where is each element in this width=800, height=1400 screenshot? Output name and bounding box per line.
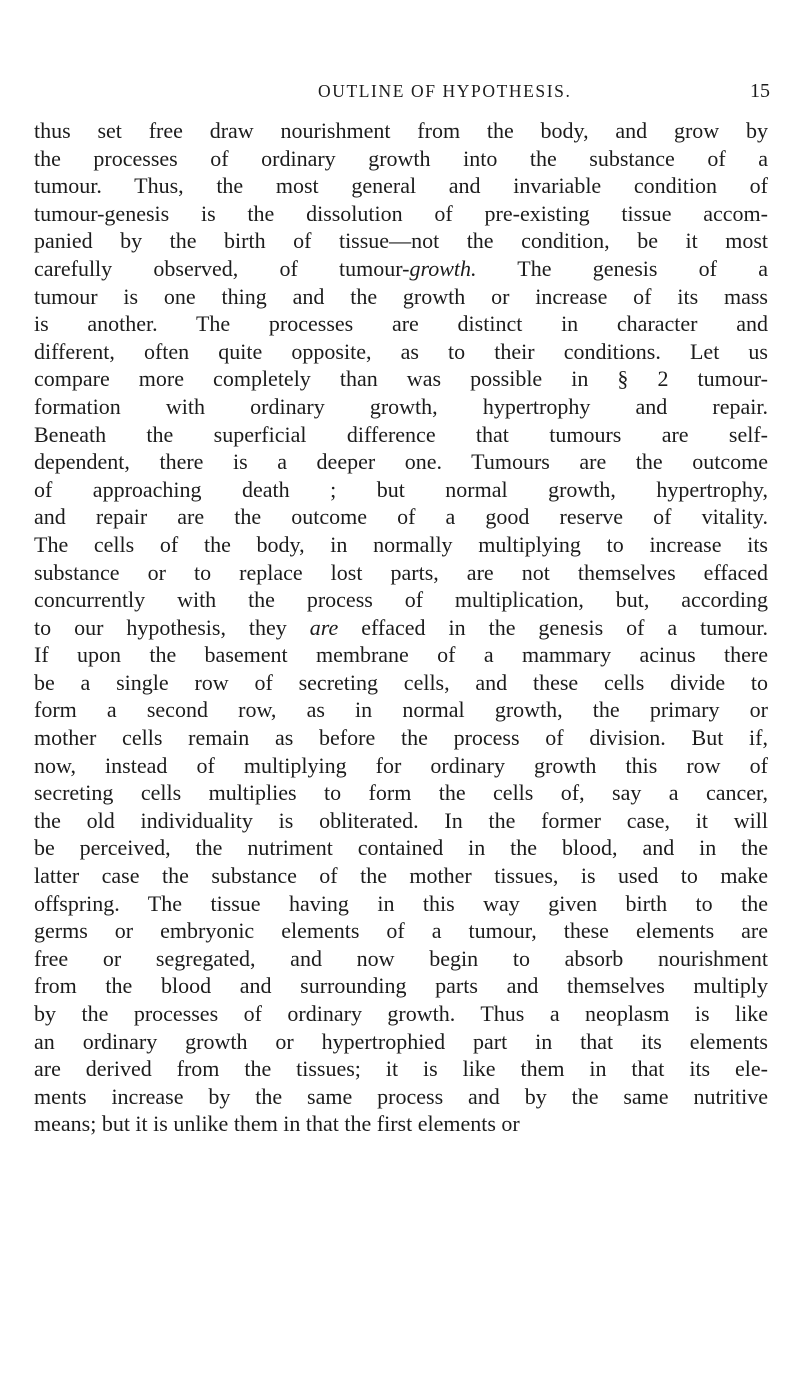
text-line xyxy=(34,1083,768,1111)
text-line xyxy=(34,834,768,862)
text-line xyxy=(34,917,768,945)
text-segment: If upon the basement membrane of a mammary acinus there xyxy=(34,642,768,668)
text-line xyxy=(34,586,768,614)
text-segment: tumour-genesis is the dissolution of pre-existing tissue accom- xyxy=(34,200,768,226)
text-line xyxy=(34,696,768,724)
text-segment: effaced in the genesis of a tumour. xyxy=(338,614,768,640)
text-line xyxy=(34,172,768,200)
text-segment: secreting cells multiplies to form the cells of, say a cancer, xyxy=(34,780,768,806)
text-segment: to our hypothesis, they xyxy=(34,614,310,640)
running-header xyxy=(0,76,800,106)
text-segment: substance or to replace lost parts, are not themselves effaced xyxy=(34,559,768,585)
text-line xyxy=(34,283,768,311)
text-segment: latter case the substance of the mother tissues, is used to make xyxy=(34,863,768,889)
text-segment: dependent, there is a deeper one. Tumours are the outcome xyxy=(34,449,768,475)
text-line xyxy=(34,310,768,338)
text-segment: an ordinary growth or hypertrophied part in that its elements xyxy=(34,1028,768,1054)
italic-text: growth. xyxy=(409,255,477,281)
text-line xyxy=(34,503,768,531)
text-segment: of approaching death ; but normal growth, hypertrophy, xyxy=(34,476,768,502)
text-line xyxy=(34,1055,768,1083)
text-line xyxy=(34,779,768,807)
text-segment: offspring. The tissue having in this way given birth to the xyxy=(34,890,768,916)
text-line xyxy=(34,945,768,973)
text-segment: the old individuality is obliterated. In the former case, it will xyxy=(34,807,768,833)
text-line xyxy=(34,117,768,145)
text-line xyxy=(34,1028,768,1056)
page-number: 15 xyxy=(750,80,770,102)
text-segment: formation with ordinary growth, hypertrophy and repair. xyxy=(34,393,768,419)
text-line xyxy=(34,393,768,421)
text-line xyxy=(34,255,768,283)
text-line xyxy=(34,724,768,752)
text-segment: The cells of the body, in normally multiplying to increase its xyxy=(34,531,768,557)
text-segment: concurrently with the process of multiplication, but, according xyxy=(34,587,768,613)
body-text xyxy=(34,117,768,1138)
text-line xyxy=(34,559,768,587)
text-line xyxy=(34,145,768,173)
text-line xyxy=(34,1110,768,1138)
text-segment: tumour is one thing and the growth or increase of its mass xyxy=(34,283,768,309)
text-line xyxy=(34,448,768,476)
italic-text: are xyxy=(309,614,339,640)
text-line xyxy=(34,669,768,697)
text-segment: thus set free draw nourishment from the body, and grow by xyxy=(34,118,768,143)
text-segment: panied by the birth of tissue—not the condition, be it most xyxy=(34,228,768,254)
text-line xyxy=(34,421,768,449)
text-line xyxy=(34,476,768,504)
text-segment: means; but it is unlike them in that the first elements or xyxy=(34,1111,520,1137)
text-line xyxy=(34,531,768,559)
text-segment: tumour. Thus, the most general and invariable condition of xyxy=(34,173,768,199)
text-segment: compare more completely than was possible in § 2 tumour- xyxy=(34,366,768,392)
text-line xyxy=(34,338,768,366)
text-line xyxy=(34,752,768,780)
text-segment: form a second row, as in normal growth, the primary or xyxy=(34,697,768,723)
text-segment: the processes of ordinary growth into the substance of a xyxy=(34,145,768,171)
text-segment: now, instead of multiplying for ordinary growth this row of xyxy=(34,752,768,778)
text-segment: by the processes of ordinary growth. Thus a neoplasm is like xyxy=(34,1001,768,1026)
text-segment: ments increase by the same process and by the same nutritive xyxy=(34,1083,768,1109)
text-segment: is another. The processes are distinct in character and xyxy=(34,311,768,337)
text-segment: carefully observed, of tumour- xyxy=(34,255,410,281)
text-segment: germs or embryonic elements of a tumour, these elements are xyxy=(34,918,768,944)
text-segment: be a single row of secreting cells, and these cells divide to xyxy=(34,669,768,695)
text-segment: and repair are the outcome of a good reserve of vitality. xyxy=(34,504,768,530)
text-segment: Beneath the superficial difference that tumours are self- xyxy=(34,421,768,447)
text-line xyxy=(34,862,768,890)
text-line xyxy=(34,200,768,228)
text-line xyxy=(34,641,768,669)
text-line xyxy=(34,890,768,918)
text-line xyxy=(34,365,768,393)
running-title: OUTLINE OF HYPOTHESIS. xyxy=(318,81,572,101)
text-segment: be perceived, the nutriment contained in the blood, and in the xyxy=(34,835,768,861)
text-line xyxy=(34,972,768,1000)
text-segment: different, often quite opposite, as to their conditions. Let us xyxy=(34,338,768,364)
text-segment: are derived from the tissues; it is like them in that its ele- xyxy=(34,1056,768,1082)
text-segment: from the blood and surrounding parts and themselves multiply xyxy=(34,973,768,999)
text-line xyxy=(34,227,768,255)
text-line xyxy=(34,1000,768,1028)
text-line xyxy=(34,807,768,835)
text-line xyxy=(34,614,768,642)
text-segment: free or segregated, and now begin to absorb nourishment xyxy=(34,945,768,971)
text-segment: The genesis of a xyxy=(476,255,768,281)
text-segment: mother cells remain as before the process of division. But if, xyxy=(34,725,768,751)
